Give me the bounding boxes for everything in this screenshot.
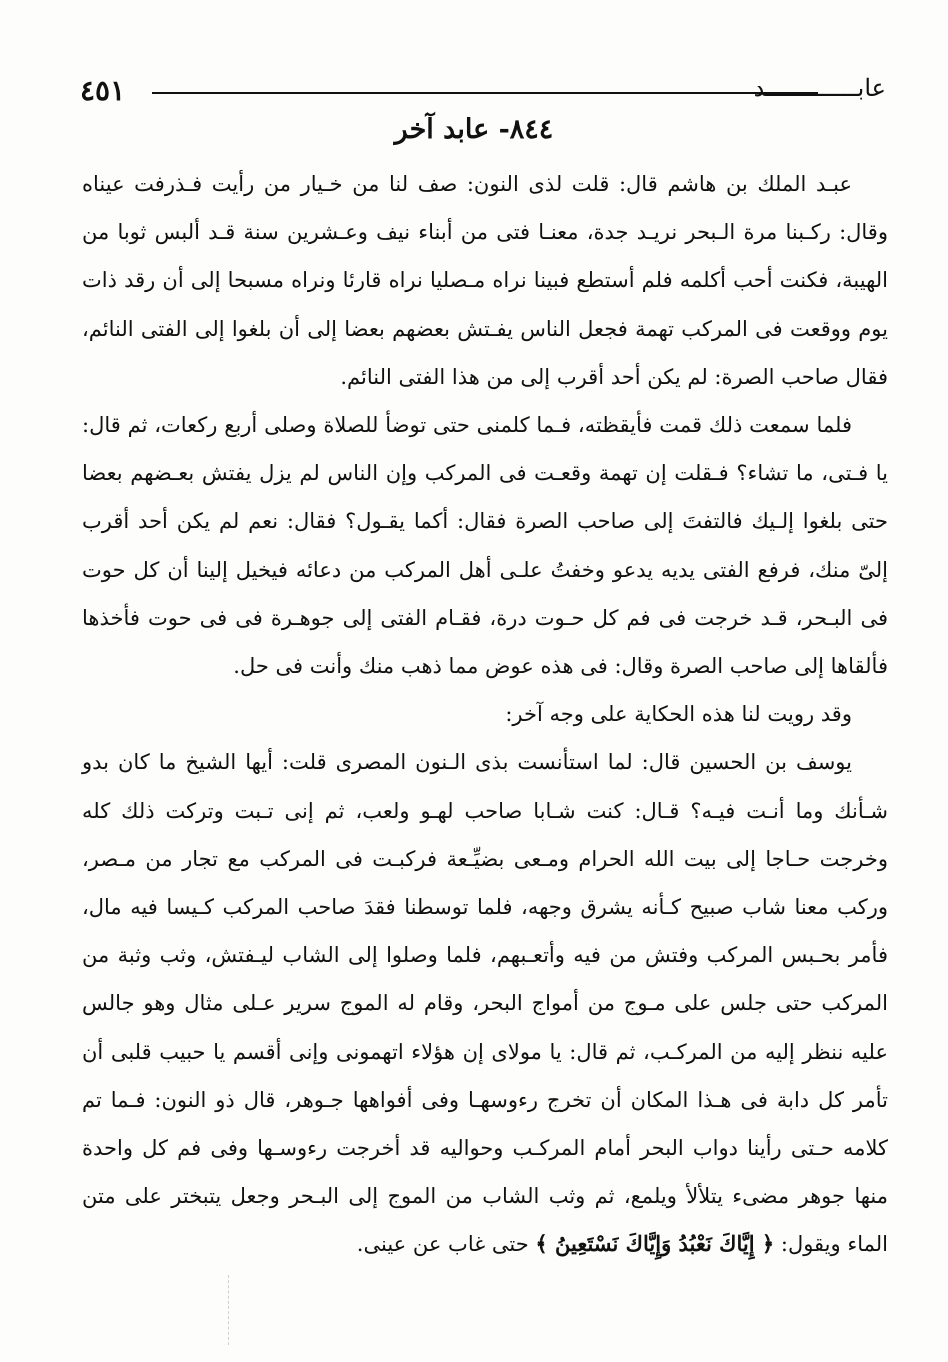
running-title: عابـــــــــــــد	[753, 74, 886, 102]
closing-text: حتى غاب عن عينى.	[356, 1232, 529, 1257]
running-header	[80, 74, 886, 114]
paragraph-2: فلما سمعت ذلك قمت فأيقظته، فـما كلمنى حتى توضأ للصلاة وصلى أربع ركعات، ثم قال: يا فـتى، ما تشاء؟ فـقلت إن تهمة وقعـت فى المركب وإن الناس لم يزل يفتش بعـضهم بعضا حتى بلغوا إلـيك فالتفتَ إلى صاحب الصرة فقال: أكما يقـول؟ فقال: نعم لم يكن أحد أقرب إلىّ منك، فرفع الفتى يديه يدعو وخفتُ علـى أهل المركب من دعائه فيخيل إلينا أن كل حوت فى البـحر، قـد خرجت فى فم كل حـوت درة، فقـام الفتى إلى جوهـرة فى فى حوت فأخذها فألقاها إلى صاحب الصرة وقال: فى هذه عوض مما ذهب منك وأنت فى حل.	[82, 413, 888, 679]
page-number: ٤٥١	[80, 74, 126, 107]
body-text	[82, 160, 888, 1269]
entry-title: ٨٤٤- عابد آخر	[394, 114, 554, 145]
paragraph-4	[82, 738, 888, 1268]
paragraph-1: عبـد الملك بن هاشم قال: قلت لذى النون: صف لنا من خـيار من رأيت فـذرفت عيناه وقال: ركـبنا مرة الـبحر نريـد جدة، معنـا فتى من أبناء نيف وعـشرين سنة قـد ألبس ثوبا من الهيبة، فكنت أحب أكلمه فلم أستطع فبينا نراه مـصليا نراه قارئا ونراه مسبحا إلى أن رقد ذات يوم ووقعت فى المركب تهمة فجعل الناس يفـتش بعضهم بعضا إلى أن بلغوا إلى الفتى النائم، فقال صاحب الصرة: لم يكن أحد أقرب إلى من هذا الفتى النائم.	[82, 172, 888, 389]
paragraph-4-text: يوسف بن الحسين قال: لما استأنست بذى الـنون المصرى قلت: أيها الشيخ ما كان بدو شـأنك وما أنـت فيـه؟ قـال: كنت شـابا صاحب لهـو ولعب، ثم إنى تـبت وتركت ذلك كله وخرجت حـاجا إلى بيت الله الحرام ومـعى بضيِّـعة فركبـت فى المركب مع تجار من مـصر، وركب معنا شاب صبيح كـأنه يشرق وجهه، فلما توسطنا فقدَ صاحب المركب كـيسا فيه مال، فأمر بحـبس المركب وفتش من فيه وأتعـبهم، فلما وصلوا إلى الشاب ليـفتش، وثب وثبة من المركب حتى جلس على مـوج من أمواج البحر، وقام له الموج سرير عـلى مثال وهو جالس عليه ننظر إليه من المركـب، ثم قال: يا مولاى إن هؤلاء اتهمونى وإنى أقسم يا حبيب قلبى أن تأمر كل دابة فى هـذا المكان أن تخرج رءوسهـا وفى أفواهها جـوهر، قال ذو النون: فـما تم كلامه حـتى رأينا دواب البحر أمام المركـب وحواليه قد أخرجت رءوسـها وفى فم كل واحدة منها جوهر مضىء يتلألأ ويلمع، ثم وثب الشاب من الموج إلى البـحر وجعل يتبختر على متن الماء ويقول:	[82, 750, 888, 1257]
quran-verse: ﴿ إِيَّاكَ نَعْبُدُ وَإِيَّاكَ نَسْتَعِينُ ﴾	[535, 1231, 775, 1257]
scan-mark	[228, 1275, 230, 1345]
header-rule	[152, 92, 818, 94]
paragraph-3: وقد رويت لنا هذه الحكاية على وجه آخر:	[505, 702, 852, 727]
